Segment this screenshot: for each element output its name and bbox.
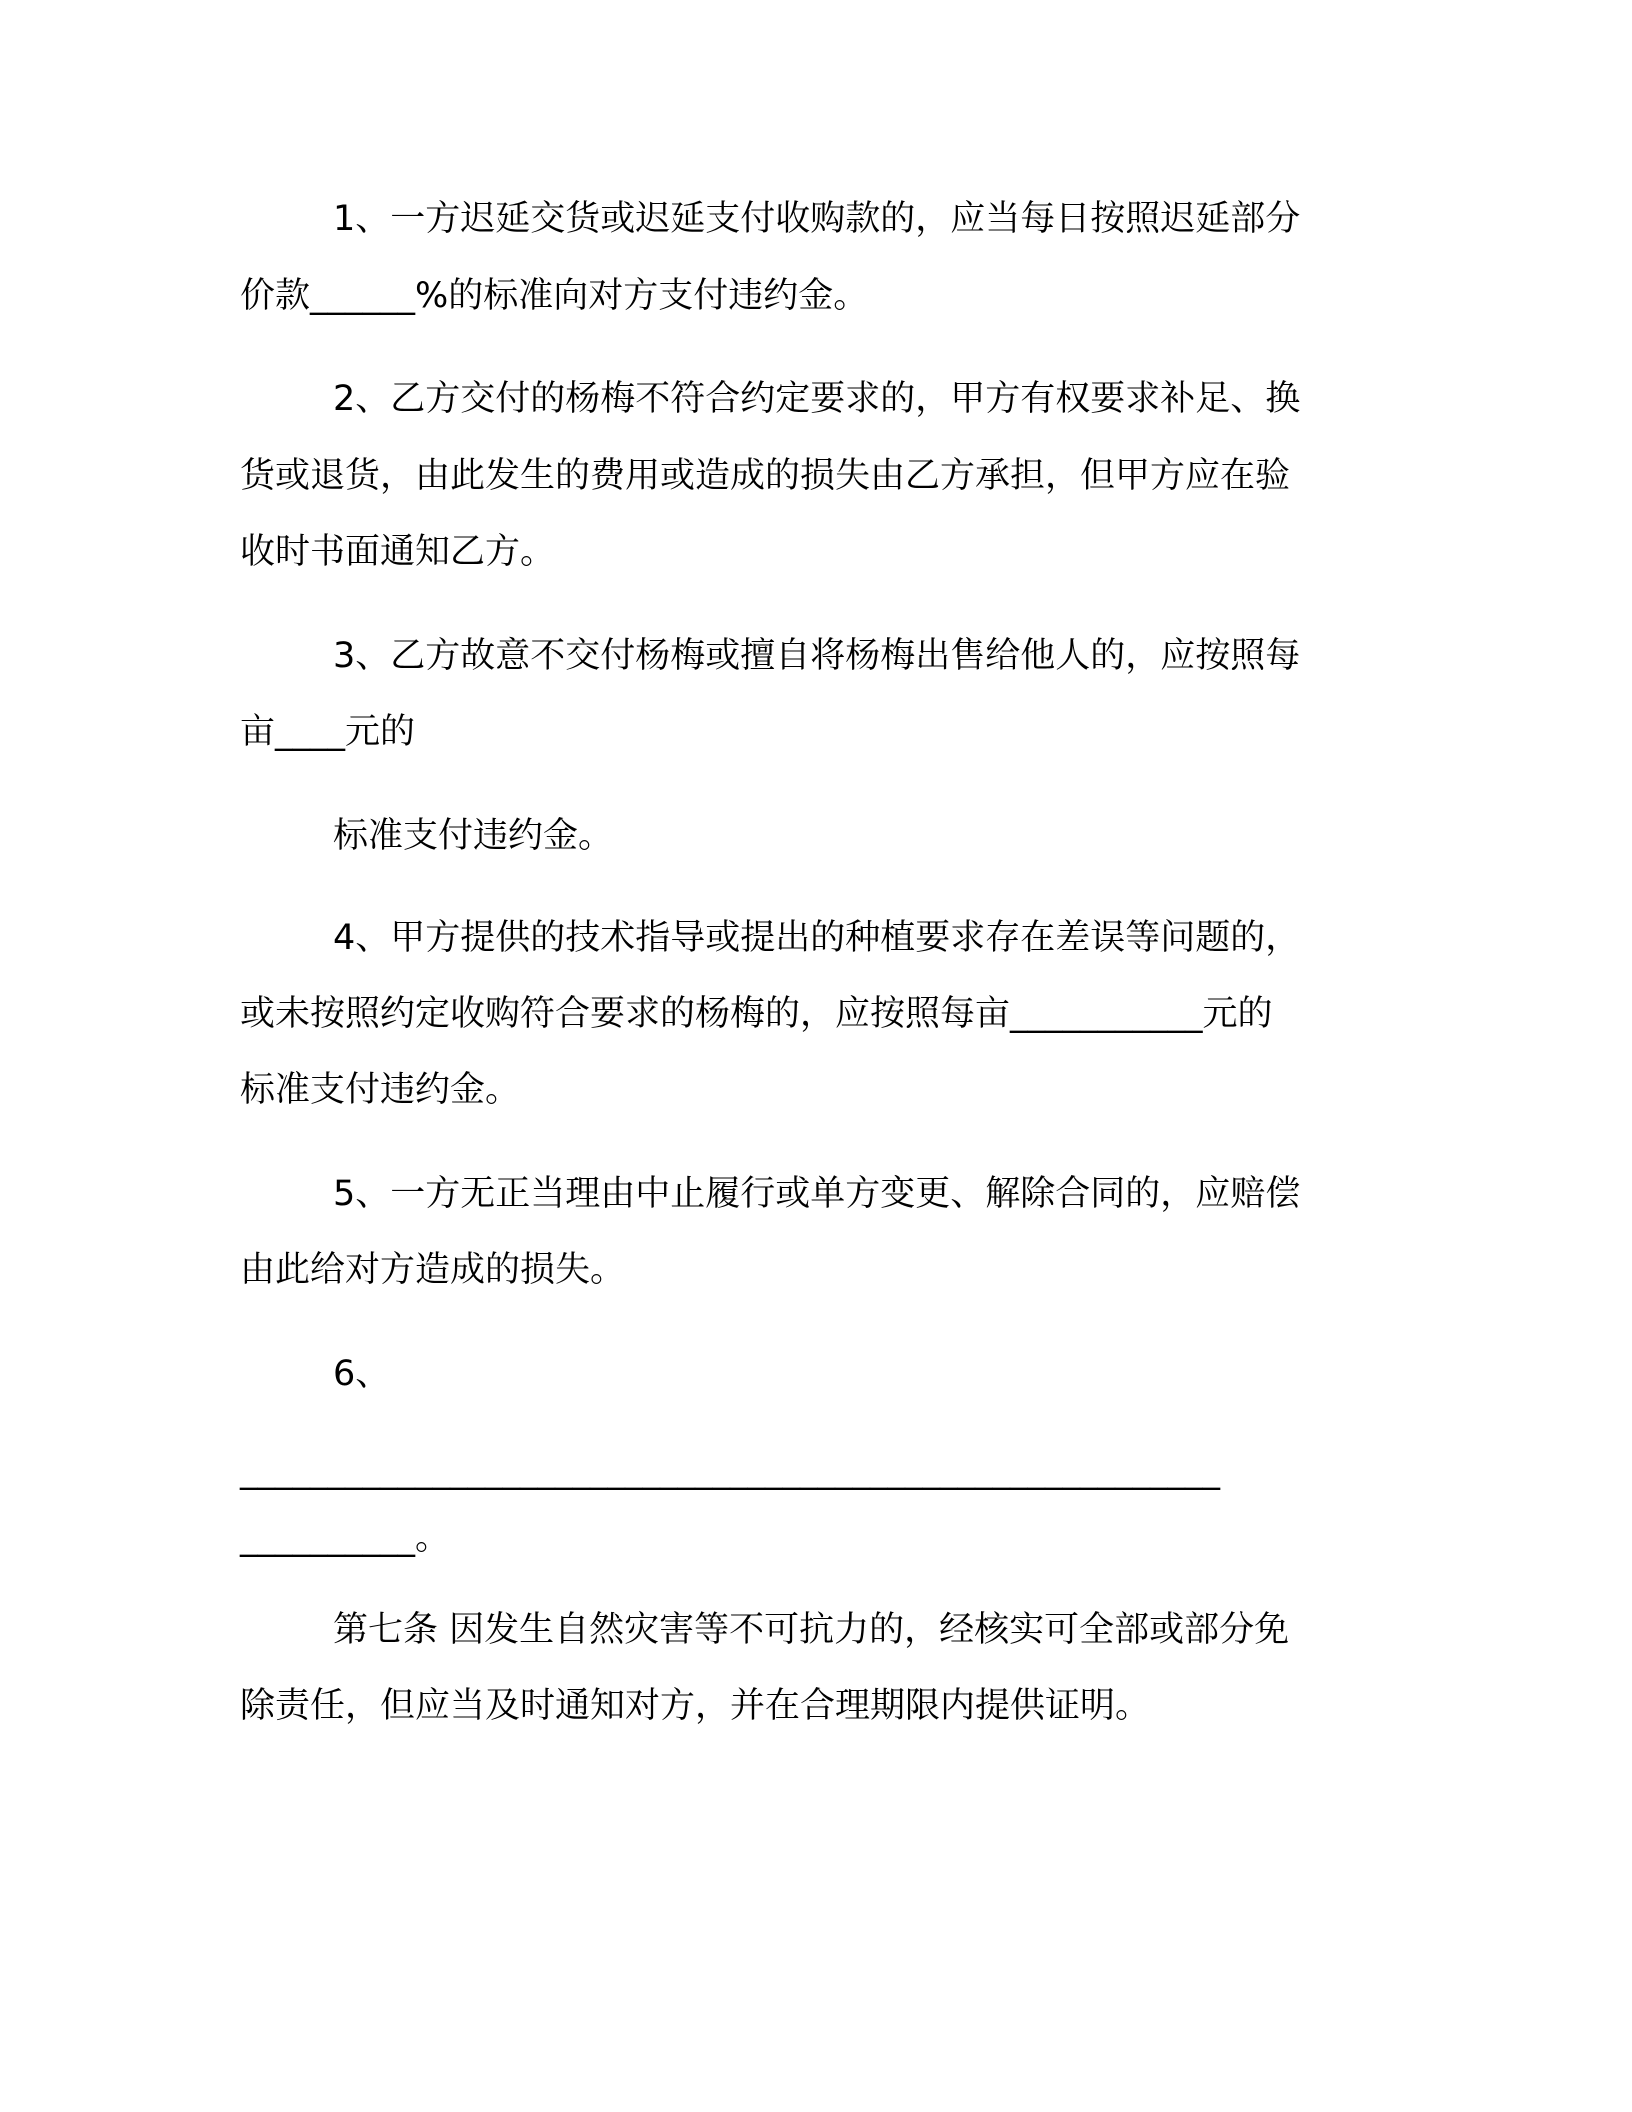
clause-4-line-2: 或未按照约定收购符合要求的杨梅的，应按照每亩___________元的: [240, 994, 1273, 1034]
article-7-line-1: 第七条 因发生自然灾害等不可抗力的，经核实可全部或部分免: [333, 1610, 1290, 1650]
clause-3-line-2: 亩____元的: [240, 712, 416, 752]
clause-2-line-3: 收时书面通知乙方。: [240, 532, 556, 572]
clause-6-line-1: 6、: [333, 1354, 391, 1394]
clause-3-line-3: 标准支付违约金。: [333, 816, 614, 856]
clause-4-line-3: 标准支付违约金。: [240, 1070, 521, 1110]
clause-6-line-3: __________。: [240, 1518, 451, 1558]
clause-3-line-1: 3、乙方故意不交付杨梅或擅自将杨梅出售给他人的，应按照每: [333, 636, 1301, 676]
clause-5-line-2: 由此给对方造成的损失。: [240, 1250, 626, 1290]
clause-1-line-1: 1、一方迟延交货或迟延支付收购款的，应当每日按照迟延部分: [333, 199, 1301, 239]
clause-2-line-1: 2、乙方交付的杨梅不符合约定要求的，甲方有权要求补足、换: [333, 379, 1301, 419]
clause-1-line-2: 价款______%的标准向对方支付违约金。: [240, 276, 869, 316]
clause-5-line-1: 5、一方无正当理由中止履行或单方变更、解除合同的，应赔偿: [333, 1174, 1301, 1214]
clause-6-blank-line: ________________________________________________________: [240, 1451, 1220, 1491]
clause-4-line-1: 4、甲方提供的技术指导或提出的种植要求存在差误等问题的，: [333, 918, 1301, 958]
clause-2-line-2: 货或退货，由此发生的费用或造成的损失由乙方承担，但甲方应在验: [240, 456, 1291, 496]
article-7-line-2: 除责任，但应当及时通知对方，并在合理期限内提供证明。: [240, 1686, 1151, 1726]
